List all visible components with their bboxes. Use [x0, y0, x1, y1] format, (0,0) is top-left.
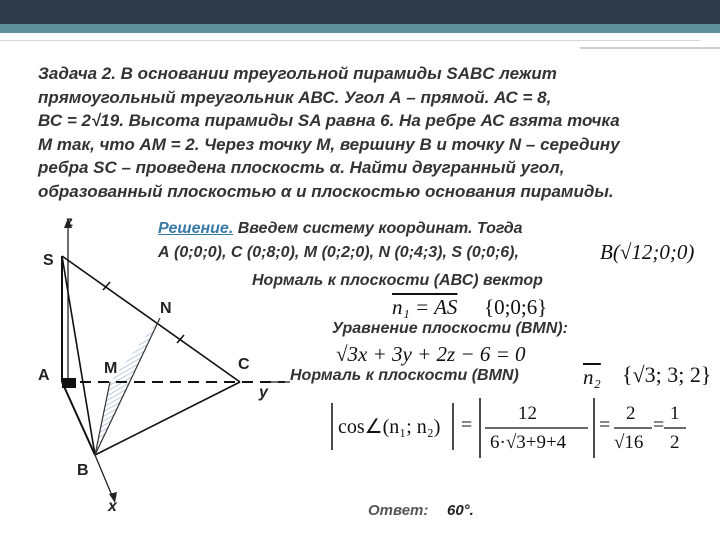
- label-x: x: [108, 498, 117, 515]
- problem-line: образованный плоскостью α и плоскостью основания пирамиды.: [38, 181, 614, 201]
- point-b-coords: B(√12;0;0): [600, 240, 695, 264]
- fraction-denominator: √16: [614, 432, 644, 453]
- label-b: B: [77, 462, 89, 479]
- problem-line: ребра SC – проведена плоскость α. Найти двугранный угол,: [38, 158, 565, 177]
- problem-line: Задача 2. В основании треугольной пирамиды SABC лежит: [38, 64, 557, 83]
- cos-lhs: cos∠(n₁; n₂): [338, 416, 441, 438]
- normal-bmn-label: Нормаль к плоскости (BMN): [290, 367, 519, 384]
- normal-abc-label: Нормаль к плоскости (АВС) вектор: [252, 272, 543, 289]
- fraction-denominator: 2: [670, 432, 680, 453]
- label-n: N: [160, 300, 172, 317]
- fraction-numerator: 1: [670, 403, 680, 424]
- answer-label: Ответ:: [368, 502, 429, 519]
- label-c: C: [238, 356, 250, 373]
- plane-eq-label: Уравнение плоскости (BMN):: [332, 320, 568, 337]
- problem-line: ВС = 2√19. Высота пирамиды SA равна 6. На ребре АС взята точка: [38, 111, 620, 130]
- label-m: M: [104, 360, 118, 377]
- solution-heading: Решение.: [158, 220, 234, 237]
- solution-intro-text: Введем систему координат. Тогда: [233, 220, 523, 237]
- label-s: S: [43, 252, 54, 269]
- solution-coords: А (0;0;0), С (0;8;0), М (0;2;0), N (0;4;3), S (0;0;6),: [158, 244, 519, 261]
- equals-sign: =: [461, 414, 473, 436]
- normal-abc-coords: {0;0;6}: [484, 295, 548, 319]
- equals-sign: =: [599, 414, 611, 436]
- normal-bmn-coords: {√3; 3; 2}: [622, 362, 712, 387]
- label-a: A: [38, 367, 50, 384]
- equals-sign: =: [653, 414, 665, 436]
- cos-denominator: 6·√3+9+4: [490, 432, 567, 453]
- problem-line: прямоугольный треугольник АВС. Угол А – прямой. АС = 8,: [38, 87, 552, 107]
- fraction-numerator: 2: [626, 403, 636, 424]
- problem-line: М так, что АМ = 2. Через точку М, вершину В и точку N – середину: [38, 134, 620, 154]
- normal-bmn-vector: n₂: [583, 365, 601, 389]
- normal-abc-vector: n₁ = AS: [392, 295, 458, 319]
- label-y: y: [259, 384, 268, 401]
- plane-equation: √3x + 3y + 2z − 6 = 0: [336, 342, 526, 366]
- label-z: z: [66, 213, 73, 229]
- cos-numerator: 12: [518, 403, 537, 424]
- answer-value: 60°.: [447, 502, 474, 519]
